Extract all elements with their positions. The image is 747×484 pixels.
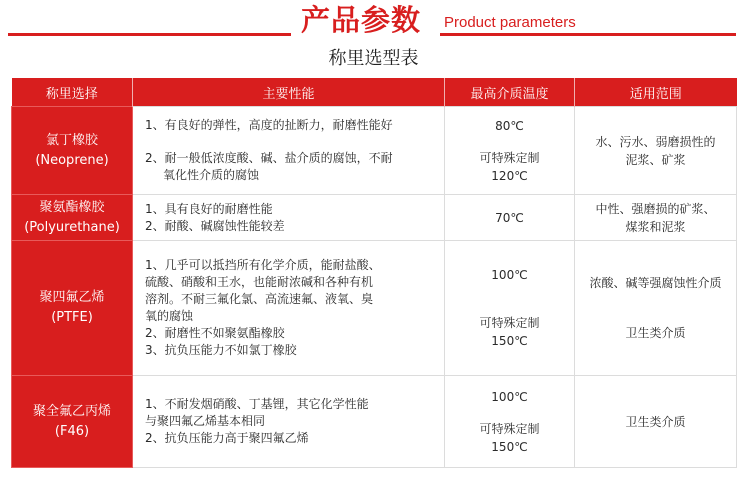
header-right-rule (440, 33, 736, 36)
property-item: 1、几乎可以抵挡所有化学介质，能耐盐酸、 (145, 258, 381, 272)
max-temp-cell (445, 195, 575, 241)
max-temp-cell (445, 241, 575, 376)
lining-name: 聚四氟乙烯 (39, 290, 105, 305)
temp-value: 150℃ (491, 334, 528, 348)
scope-text: 中性、强磨损的矿浆、 (595, 201, 716, 216)
lining-name-cell (12, 241, 133, 376)
property-item: 与聚四氟乙烯基本相同 (145, 414, 266, 428)
scope-text: 水、污水、弱磨损性的 (595, 134, 716, 149)
lining-name-en: (Neoprene) (35, 152, 109, 168)
lining-selection-table (11, 78, 737, 468)
scope-cell (575, 376, 737, 468)
table-row (12, 241, 737, 376)
properties-cell (133, 107, 445, 195)
scope-text: 泥浆、矿浆 (625, 152, 686, 167)
property-item: 硫酸、硝酸和王水，也能耐浓碱和各种有机 (145, 275, 374, 289)
page-header (0, 0, 747, 44)
max-temp-cell (445, 376, 575, 468)
properties-cell (133, 195, 445, 241)
temp-value: 100℃ (491, 268, 528, 282)
properties-cell (133, 241, 445, 376)
lining-name-cell (12, 107, 133, 195)
header-left-rule (8, 33, 291, 36)
column-header-properties: 主要性能 (133, 78, 445, 107)
lining-name-cell (12, 376, 133, 468)
lining-name-en: (F46) (54, 423, 90, 439)
temp-value: 100℃ (491, 389, 528, 404)
property-item: 1、有良好的弹性，高度的扯断力，耐磨性能好 (145, 118, 393, 132)
lining-name: 聚氨酯橡胶 (39, 199, 105, 215)
page-title-en: Product parameters (444, 14, 576, 31)
properties-cell (133, 376, 445, 468)
table-row (12, 195, 737, 241)
scope-cell (575, 195, 737, 241)
temp-value: 120℃ (491, 168, 528, 183)
property-item: 氧化性介质的腐蚀 (163, 168, 260, 182)
custom-note: 可特殊定制 (479, 150, 540, 165)
temp-value: 150℃ (491, 439, 528, 454)
property-item: 2、耐磨性不如聚氨酯橡胶 (145, 326, 285, 340)
property-item: 2、耐一般低浓度酸、碱、盐介质的腐蚀，不耐 (145, 151, 393, 165)
property-item: 2、抗负压能力高于聚四氟乙烯 (145, 431, 309, 445)
property-item: 氧的腐蚀 (145, 309, 194, 323)
property-item: 1、不耐发烟硝酸、丁基锂，其它化学性能 (145, 397, 369, 411)
max-temp-cell (445, 107, 575, 195)
table-header-row (12, 78, 737, 107)
property-item: 2、耐酸、碱腐蚀性能较差 (145, 218, 285, 233)
temp-value: 70℃ (495, 210, 524, 225)
scope-text: 煤浆和泥浆 (625, 219, 686, 234)
table-caption: 称里选型表 (328, 48, 419, 69)
custom-note: 可特殊定制 (479, 316, 540, 330)
scope-cell (575, 107, 737, 195)
table-row (12, 376, 737, 468)
property-item: 3、抗负压能力不如氯丁橡胶 (145, 343, 297, 357)
scope-text: 浓酸、碱等强腐蚀性介质 (589, 276, 722, 290)
column-header-max-temp: 最高介质温度 (445, 78, 575, 107)
lining-name: 氯丁橡胶 (45, 132, 98, 148)
lining-name-cell (12, 195, 133, 241)
column-header-scope: 适用范围 (575, 78, 737, 107)
property-item: 1、具有良好的耐磨性能 (145, 201, 273, 216)
lining-name: 聚全氟乙丙烯 (32, 403, 111, 419)
scope-cell (575, 241, 737, 376)
scope-text: 卫生类介质 (625, 414, 686, 429)
temp-value: 80℃ (495, 118, 524, 133)
lining-name-en: (PTFE) (51, 310, 93, 325)
table-row (12, 107, 737, 195)
property-item: 溶剂。不耐三氟化氯、高流速氟、液氧、臭 (145, 292, 374, 306)
column-header-lining: 称里选择 (12, 78, 133, 107)
lining-name-en: (Polyurethane) (24, 219, 120, 235)
scope-text: 卫生类介质 (625, 326, 686, 340)
page-title-cn: 产品参数 (301, 3, 422, 37)
custom-note: 可特殊定制 (479, 421, 540, 436)
